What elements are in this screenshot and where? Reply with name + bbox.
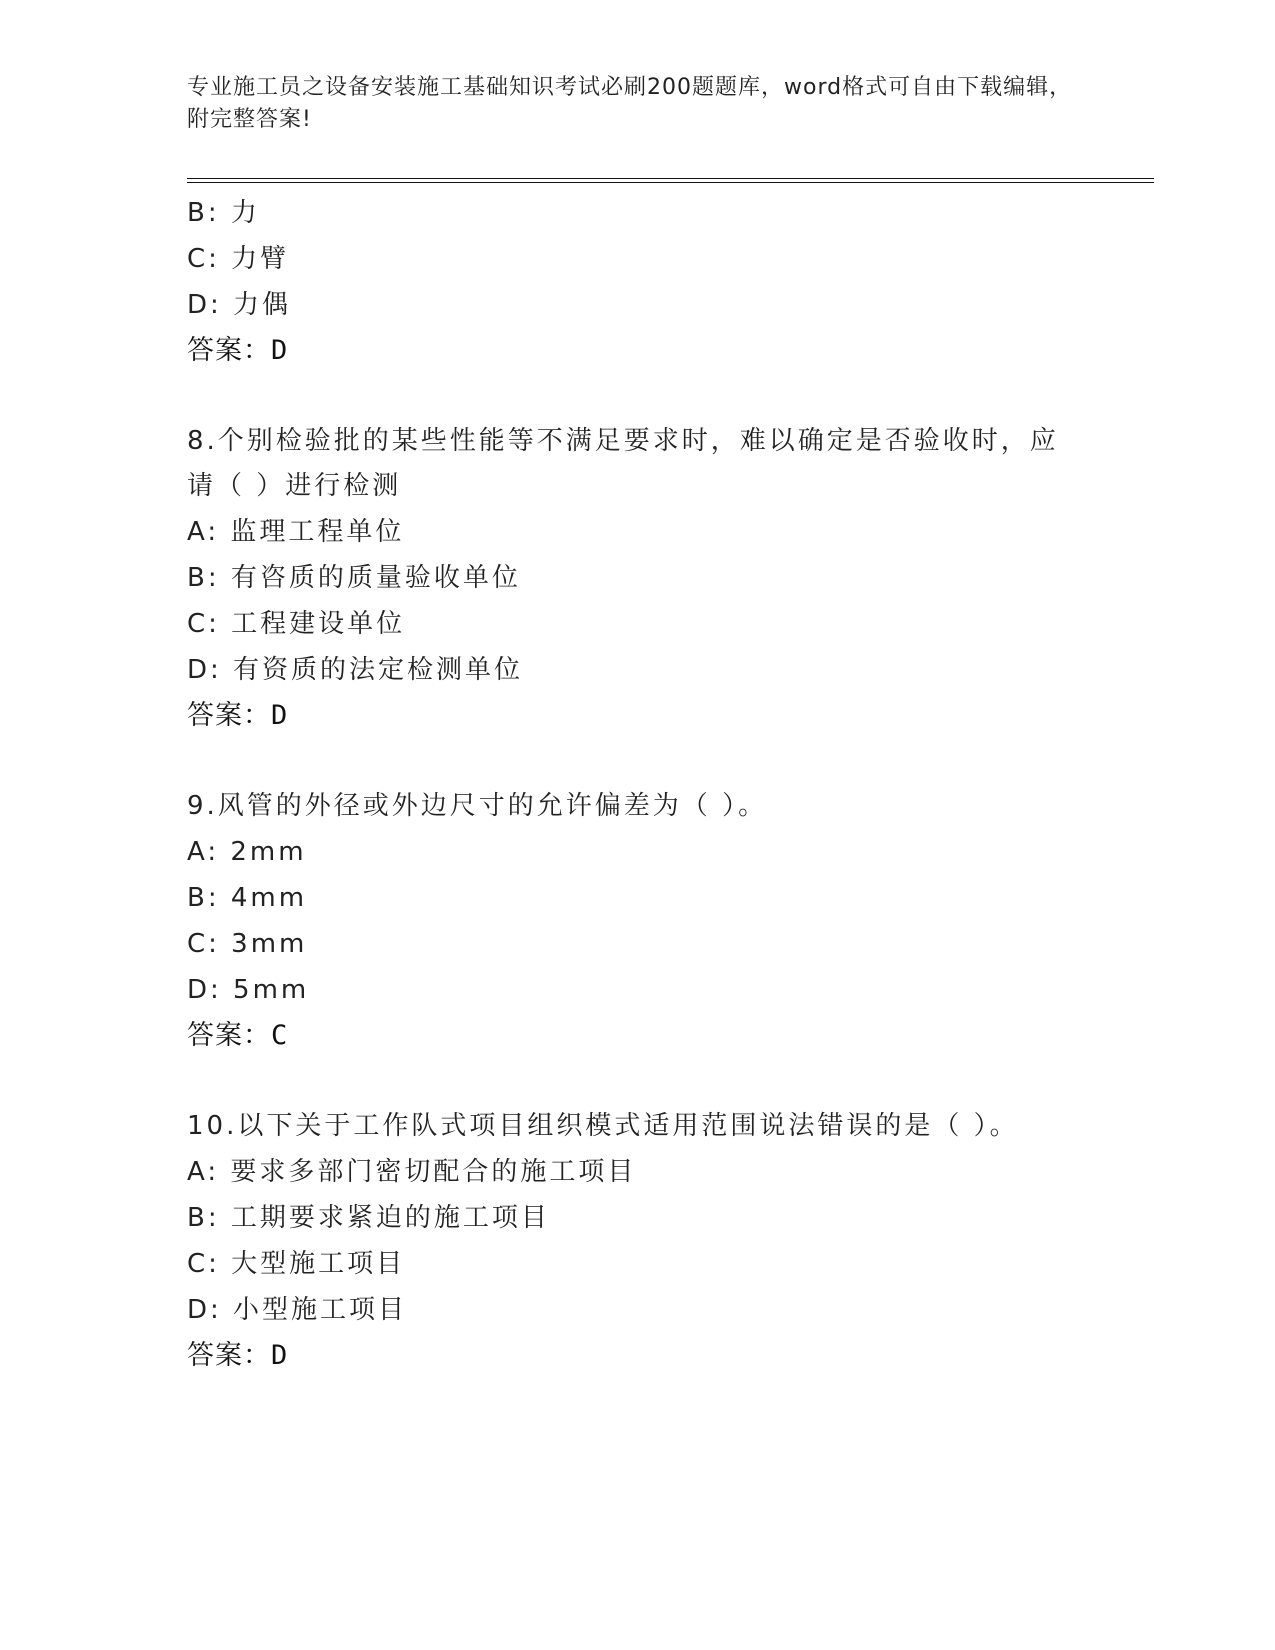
option-a: A: 监理工程单位 [187,517,405,547]
option-c: C: 力臂 [187,244,290,274]
option-a: A: 要求多部门密切配合的施工项目 [187,1157,637,1187]
option-d: D: 5mm [187,975,310,1005]
question-stem: 10.以下关于工作队式项目组织模式适用范围说法错误的是（ ）。 [187,1111,1019,1141]
option-b: B: 4mm [187,883,308,913]
option-d: D: 有资质的法定检测单位 [187,655,524,685]
answer-label: 答案： [187,1020,271,1051]
question-list [187,190,1087,1379]
option-c: C: 3mm [187,929,308,959]
header-title: 专业施工员之设备安装施工基础知识考试必刷200题题库，word格式可自由下载编辑，附完整答案! [187,75,1073,132]
answer-line [187,328,1087,374]
answer-line [187,1333,1087,1379]
option-b: B: 工期要求紧迫的施工项目 [187,1203,550,1233]
answer-value: D [271,1340,289,1371]
option-b: B: 有咨质的质量验收单位 [187,563,521,593]
question-stem: 8.个别检验批的某些性能等不满足要求时，难以确定是否验收时，应请（ ）进行检测 [187,426,1059,501]
spacer [187,1059,1087,1104]
question-block-10 [187,1104,1087,1379]
option-a: A: 2mm [187,837,307,867]
spacer [187,374,1087,419]
answer-label: 答案： [187,335,271,366]
header-rule-bottom [187,182,1154,183]
document-header [187,72,1087,136]
question-block-7 [187,190,1087,374]
question-block-9 [187,784,1087,1059]
option-c: C: 大型施工项目 [187,1249,406,1279]
answer-line [187,693,1087,739]
answer-value: D [271,700,289,731]
option-b: B: 力 [187,198,260,228]
option-d: D: 小型施工项目 [187,1295,408,1325]
answer-label: 答案： [187,700,271,731]
answer-line [187,1013,1087,1059]
answer-value: D [271,335,289,366]
answer-value: C [271,1020,289,1051]
option-d: D: 力偶 [187,290,292,320]
option-c: C: 工程建设单位 [187,609,406,639]
answer-label: 答案： [187,1340,271,1371]
header-rule-top [187,178,1154,179]
spacer [187,739,1087,784]
question-block-8 [187,419,1087,739]
question-stem: 9.风管的外径或外边尺寸的允许偏差为（ ）。 [187,791,768,821]
